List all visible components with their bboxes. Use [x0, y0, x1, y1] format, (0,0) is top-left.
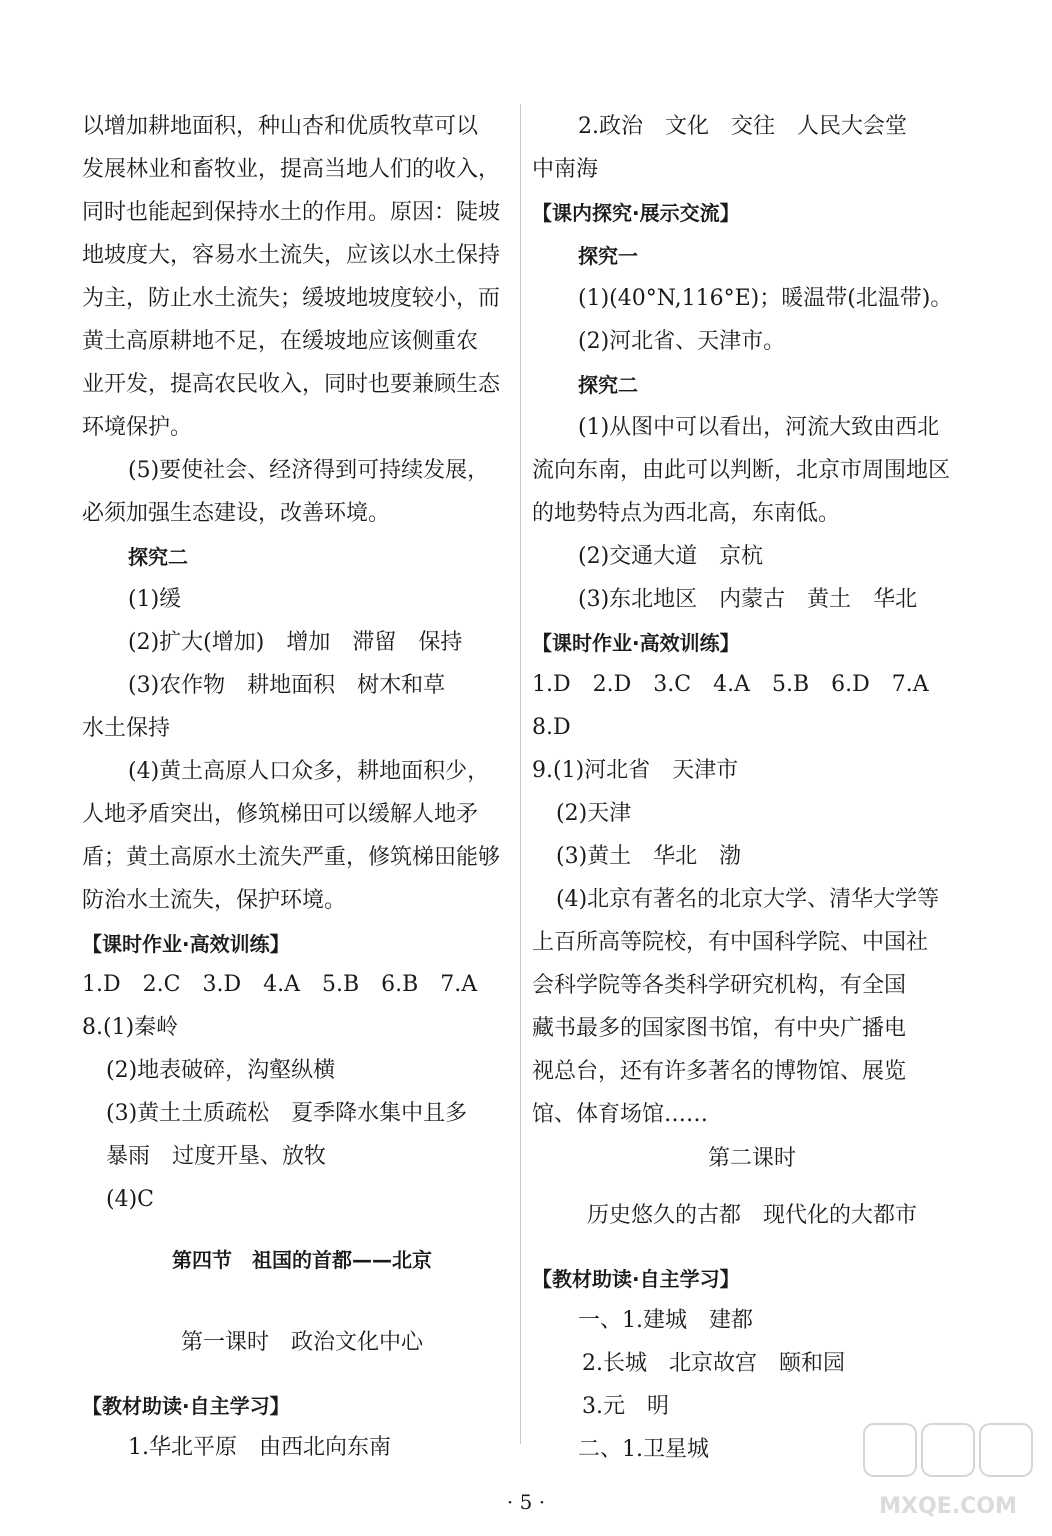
- text-line: (4)黄土高原人口众多，耕地面积少，: [128, 759, 490, 784]
- answer-line: 2.长城 北京故宫 颐和园: [582, 1351, 845, 1376]
- section-header-homework: 【课时作业·高效训练】: [82, 932, 290, 956]
- text-line: 为主，防止水土流失；缓坡地坡度较小，而: [82, 286, 501, 311]
- text-line: 馆、体育场馆……: [532, 1102, 709, 1127]
- text-line: 同时也能起到保持水土的作用。原因：陡坡: [82, 200, 501, 225]
- answer-line: (1)(40°N,116°E)；暖温带(北温带)。: [578, 286, 953, 311]
- text-line: 视总台，还有许多著名的博物馆、展览: [532, 1059, 907, 1084]
- text-line: 黄土高原耕地不足，在缓坡地应该侧重农: [82, 329, 479, 354]
- answer-line: 9.(1)河北省 天津市: [532, 758, 739, 783]
- text-line: 藏书最多的国家图书馆，有中央广播电: [532, 1016, 907, 1041]
- text-line: 以增加耕地面积，种山杏和优质牧草可以: [82, 114, 479, 139]
- section-title-beijing: 第四节 祖国的首都——北京: [172, 1248, 432, 1272]
- text-line: 的地势特点为西北高，东南低。: [532, 501, 841, 526]
- answer-line: (3)黄土土质疏松 夏季降水集中且多: [106, 1101, 468, 1126]
- svg-text:MXQE.COM: MXQE.COM: [879, 1494, 1017, 1519]
- watermark-logo: [858, 1418, 1038, 1528]
- subheading-tanjiu-2: 探究二: [128, 545, 188, 569]
- text-line: (1)缓: [128, 587, 182, 612]
- answer-line: (3)东北地区 内蒙古 黄土 华北: [578, 587, 918, 612]
- answer-line: (4)C: [106, 1187, 154, 1212]
- text-line: 环境保护。: [82, 415, 193, 440]
- answer-line: (2)地表破碎，沟壑纵横: [106, 1058, 336, 1083]
- answer-line: 一、1.建城 建都: [578, 1308, 753, 1333]
- column-divider: [520, 104, 521, 1444]
- text-line: 业开发，提高农民收入，同时也要兼顾生态: [82, 372, 501, 397]
- answer-line: 暴雨 过度开垦、放牧: [106, 1144, 327, 1169]
- text-line: 地坡度大，容易水土流失，应该以水土保持: [82, 243, 501, 268]
- answer-line: (2)天津: [556, 801, 632, 826]
- answer-line: 1.D 2.D 3.C 4.A 5.B 6.D 7.A: [532, 672, 929, 697]
- text-line: 上百所高等院校，有中国科学院、中国社: [532, 930, 929, 955]
- text-line: (1)从图中可以看出，河流大致由西北: [578, 415, 940, 440]
- page-number: · 5 ·: [506, 1490, 546, 1514]
- answer-line: (3)黄土 华北 渤: [556, 844, 742, 869]
- answer-line: 二、1.卫星城: [578, 1437, 709, 1462]
- text-line: 必须加强生态建设，改善环境。: [82, 501, 391, 526]
- text-line: 流向东南，由此可以判断，北京市周围地区: [532, 458, 951, 483]
- answer-line: 3.元 明: [582, 1394, 669, 1419]
- answer-line: 中南海: [532, 157, 599, 182]
- section-header-reading: 【教材助读·自主学习】: [82, 1394, 290, 1418]
- text-line: (2)扩大(增加) 增加 滞留 保持: [128, 630, 463, 655]
- text-line: 人地矛盾突出，修筑梯田可以缓解人地矛: [82, 802, 479, 827]
- text-line: (3)农作物 耕地面积 树木和草: [128, 673, 446, 698]
- subheading-tanjiu-2: 探究二: [578, 373, 638, 397]
- text-line: (5)要使社会、经济得到可持续发展，: [128, 458, 490, 483]
- answer-line: (2)交通大道 京杭: [578, 544, 764, 569]
- answer-line: 8.D: [532, 715, 571, 740]
- answer-line: 2.政治 文化 交往 人民大会堂: [578, 114, 907, 139]
- answer-line: 8.(1)秦岭: [82, 1015, 179, 1040]
- text-line: 发展林业和畜牧业，提高当地人们的收入，: [82, 157, 501, 182]
- section-header-reading: 【教材助读·自主学习】: [532, 1267, 740, 1291]
- text-line: 盾；黄土高原水土流失严重，修筑梯田能够: [82, 845, 501, 870]
- subheading-tanjiu-1: 探究一: [578, 244, 638, 268]
- answer-line: 1.D 2.C 3.D 4.A 5.B 6.B 7.A: [82, 972, 478, 997]
- section-header-homework: 【课时作业·高效训练】: [532, 631, 740, 655]
- text-line: 防治水土流失，保护环境。: [82, 888, 347, 913]
- section-header-explore: 【课内探究·展示交流】: [532, 201, 740, 225]
- text-line: 会科学院等各类科学研究机构，有全国: [532, 973, 907, 998]
- text-line: 水土保持: [82, 716, 171, 741]
- answer-line: (2)河北省、天津市。: [578, 329, 786, 354]
- lesson-title-1: 第一课时 政治文化中心: [180, 1330, 423, 1355]
- lesson-title-2: 第二课时: [707, 1146, 796, 1171]
- answer-line: 1.华北平原 由西北向东南: [128, 1435, 391, 1460]
- lesson-subtitle-2: 历史悠久的古都 现代化的大都市: [586, 1203, 917, 1228]
- text-line: (4)北京有著名的北京大学、清华大学等: [556, 887, 940, 912]
